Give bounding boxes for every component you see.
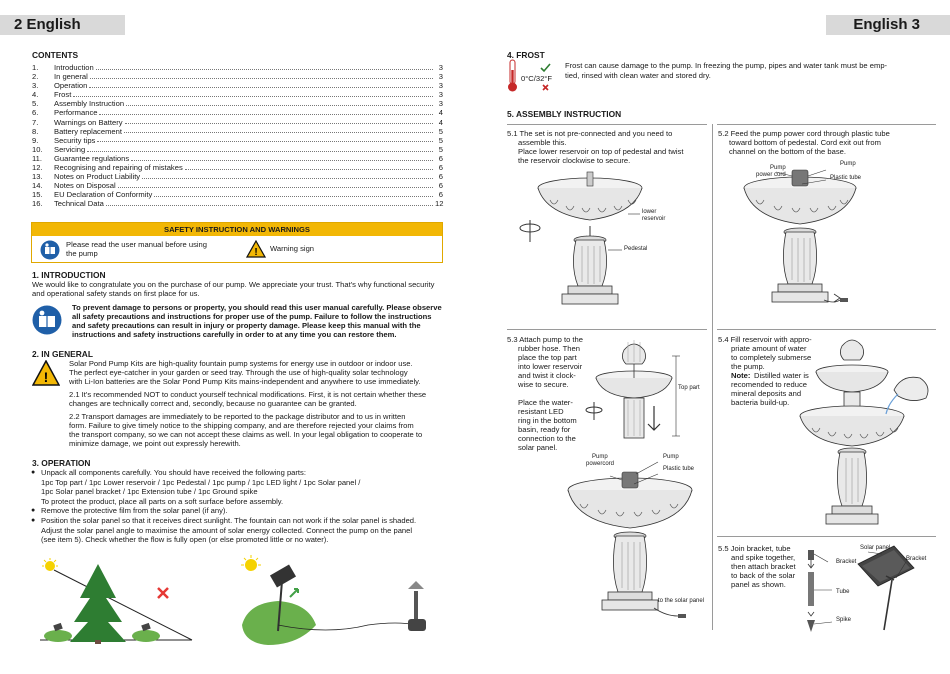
toc-leader <box>87 145 433 152</box>
manual-icon <box>40 240 60 260</box>
toc-title: Warnings on Battery <box>54 117 123 127</box>
step-5-4-illustration <box>798 334 936 534</box>
intro-bold-4: instructions and safety instructions carefully in order to at any time you can restore them. <box>72 330 397 339</box>
divider <box>507 329 707 330</box>
intro-line-2: and operational safety stands on first place for us. <box>32 289 200 298</box>
operation-line: Adjust the solar panel angle to maximise the amount of solar energy collected. Connect the pump on the panel <box>41 525 413 535</box>
toc-number: 13. <box>32 172 43 182</box>
operation-line: (see item 5). Check whether the flow is fully open (or else promoted little or no water). <box>41 535 329 545</box>
general-p1-3: with Li-Ion batteries are the Solar Pond Pump Kits mains-independent and anywhere to use immediately. <box>69 377 421 386</box>
general-p1-1: Solar Pond Pump Kits are high-quality fountain pump systems for energy use in outdoor or indoor use. <box>69 359 413 368</box>
label-top-part: Top part <box>678 385 700 391</box>
toc-title: Introduction <box>54 63 94 72</box>
label-reservoir: reservoir <box>642 216 666 222</box>
intro-heading: 1. INTRODUCTION <box>32 270 106 280</box>
toc-number: 7. <box>32 117 39 127</box>
toc-page: 4 <box>438 108 443 118</box>
toc-leader <box>73 90 433 97</box>
toc-title: Technical Data <box>54 199 104 209</box>
toc-number: 16. <box>32 199 43 209</box>
step-5-4-line-1: 5.4 Fill reservoir with appro- <box>718 335 812 344</box>
step-5-4-line-3: to completely submerse <box>731 353 812 362</box>
toc-number: 4. <box>32 90 39 100</box>
contents-title: CONTENTS <box>32 50 79 60</box>
toc-number: 12. <box>32 163 43 173</box>
toc-number: 8. <box>32 126 39 136</box>
label-plastic-tube-52: Plastic tube <box>830 175 862 181</box>
step-5-3b-line-3: ring in the bottom <box>518 416 577 425</box>
toc-title: In general <box>54 72 88 82</box>
step-5-1-line-4: the reservoir clockwise to secure. <box>518 156 631 165</box>
general-p1-2: The perfect eye-catcher in your garden or seed tray. Through the use of high-quality solar technology <box>69 368 408 377</box>
general-p3-1: 2.2 Transport damages are immediately to be reported to the package distributor and to us in written <box>69 412 406 421</box>
frost-line-2: tied, rinsed with clean water and stored dry. <box>565 71 711 80</box>
toc-page: 6 <box>438 172 443 182</box>
table-of-contents <box>32 63 443 209</box>
toc-row <box>32 163 443 172</box>
divider <box>507 124 707 125</box>
toc-row <box>32 90 443 99</box>
toc-page: 6 <box>438 163 443 173</box>
operation-line: 1pc Top part / 1pc Lower reservoir / 1pc Pedestal / 1pc pump / 1pc LED light / 1pc Solar panel / <box>41 477 361 487</box>
toc-title: Operation <box>54 81 88 91</box>
toc-title: EU Declaration of Conformity <box>54 190 153 200</box>
warning-icon-large <box>32 360 60 386</box>
step-5-3-line-4: into lower reservoir <box>518 362 583 371</box>
assembly-heading: 5. ASSEMBLY INSTRUCTION <box>507 109 622 119</box>
toc-row <box>32 145 443 154</box>
general-p3-4: minimize damage, we point out expressly herewith. <box>69 439 241 448</box>
toc-page: 3 <box>438 72 443 82</box>
toc-page: 3 <box>438 63 443 72</box>
toc-row <box>32 118 443 127</box>
step-5-4-note-label: Note: <box>731 371 751 380</box>
svg-text:!: ! <box>43 369 49 385</box>
step-5-3b-line-5: connection to the <box>518 434 576 443</box>
manual-text-2: the pump <box>66 249 98 258</box>
general-heading: 2. IN GENERAL <box>32 349 93 359</box>
step-5-3-line-6: wise to secure. <box>518 380 569 389</box>
toc-title: Assembly Instruction <box>54 99 125 109</box>
step-5-1-illustration <box>510 166 710 324</box>
toc-leader <box>99 108 433 115</box>
toc-page: 6 <box>438 190 443 200</box>
toc-leader <box>185 163 433 170</box>
toc-row <box>32 81 443 90</box>
page-header-right: English 3 <box>826 15 950 35</box>
toc-row <box>32 154 443 163</box>
step-5-3-line-3: place the top part <box>518 353 577 362</box>
step-5-2-line-2: toward bottom of pedestal. Cord exit out from <box>729 138 881 147</box>
toc-page: 3 <box>438 81 443 91</box>
toc-number: 6. <box>32 108 39 118</box>
step-5-3-line-1: 5.3 Attach pump to the <box>507 335 583 344</box>
step-5-3-line-2: rubber hose. Then <box>518 344 580 353</box>
operation-bullet: ● Position the solar panel so that it receives direct sunlight. The fountain can not work if the solar panel is shaded. <box>41 516 416 525</box>
toc-leader <box>126 99 433 106</box>
toc-page: 5 <box>438 126 443 136</box>
label-bracket-55b: Bracket <box>906 556 927 562</box>
step-5-2-line-3: channel on the bottom of the base. <box>729 147 846 156</box>
step-5-1-line-1: 5.1 The set is not pre-connected and you need to <box>507 129 673 138</box>
toc-title: Notes on Disposal <box>54 181 116 191</box>
toc-page: 3 <box>438 99 443 109</box>
step-5-5-line-5: panel as shown. <box>731 580 786 589</box>
toc-page: 6 <box>438 181 443 191</box>
frost-line-1: Frost can cause damage to the pump. In freezing the pump, pipes and water tank must be emp- <box>565 61 888 70</box>
toc-title: Performance <box>54 108 98 118</box>
step-5-2-illustration <box>740 162 920 322</box>
toc-number: 11. <box>32 153 42 163</box>
step-5-5-line-2: and spike together, <box>731 553 796 562</box>
general-p2-1: 2.1 It's recommended NOT to conduct yourself technical modifications. First, it is not certain whether these <box>69 390 427 399</box>
page-header-left: 2 English <box>0 15 125 35</box>
svg-text:!: ! <box>254 247 258 258</box>
toc-leader <box>97 136 433 143</box>
step-5-4-note-2: recomended to reduce <box>731 380 807 389</box>
operation-bullet: ● Unpack all components carefully. You should have received the following parts: <box>41 468 306 477</box>
warning-text: Warning sign <box>270 244 315 253</box>
toc-number: 1. <box>32 63 39 72</box>
shade-illustration <box>40 558 200 646</box>
operation-heading: 3. OPERATION <box>32 458 91 468</box>
step-5-4-note-3: mineral deposits and <box>731 389 802 398</box>
operation-line: To protect the product, place all parts on a soft surface before assembly. <box>41 496 284 506</box>
toc-number: 15. <box>32 190 43 200</box>
label-solar-panel-55: Solar panel <box>860 545 891 551</box>
intro-line-1: We would like to congratulate you on the purchase of our pump. We appreciate your trust. That's why functional security <box>32 280 435 289</box>
toc-leader <box>124 127 433 134</box>
step-5-4-line-2: priate amount of water <box>731 344 807 353</box>
toc-leader <box>131 154 433 161</box>
toc-leader <box>125 118 433 125</box>
toc-title: Guarantee regulations <box>54 153 130 163</box>
toc-leader <box>96 63 433 70</box>
step-5-5-line-3: then attach bracket <box>731 562 796 571</box>
toc-row <box>32 99 443 108</box>
intro-bold-3: and safety precautions can result in injury or property damage. Please keep this manual with the <box>72 321 421 330</box>
label-to-solar-panel: to the solar panel <box>658 598 705 604</box>
label-plastic-tube-53: Plastic tube <box>663 466 695 472</box>
operation-line: 1pc Solar panel bracket / 1pc Extension tube / 1pc Ground spike <box>41 487 258 497</box>
toc-number: 3. <box>32 81 39 91</box>
step-5-3b-line-1: Place the water- <box>518 398 573 407</box>
toc-title: Security tips <box>54 135 96 145</box>
toc-title: Frost <box>54 90 72 100</box>
divider <box>717 124 936 125</box>
general-p2-2: changes are technically correct and, secondly, because no guarantee can be granted. <box>69 399 357 408</box>
label-bracket-55: Bracket <box>836 559 857 565</box>
toc-page: 6 <box>438 153 443 163</box>
label-powercord-53: powercord <box>586 461 615 467</box>
toc-leader <box>90 72 433 79</box>
step-5-3b-line-4: basin, ready for <box>518 425 571 434</box>
toc-leader <box>154 190 433 197</box>
toc-row <box>32 181 443 190</box>
step-5-4-note-4: bacteria build-up. <box>731 398 790 407</box>
step-5-5-illustration <box>798 540 936 636</box>
toc-leader <box>142 172 433 179</box>
sun-panel-illustration <box>238 555 448 647</box>
step-5-5-line-4: to back of the solar <box>731 571 796 580</box>
step-5-3b-line-6: solar panel. <box>518 443 558 452</box>
toc-page: 12 <box>435 199 444 209</box>
toc-row <box>32 199 443 208</box>
toc-leader <box>89 81 433 88</box>
general-p3-3: the transport company, so we can not accept these claims as well. In your legal obligation to cooperate to <box>69 430 423 439</box>
divider <box>712 124 713 630</box>
step-5-5-line-1: 5.5 Join bracket, tube <box>718 544 791 553</box>
divider <box>717 329 936 330</box>
toc-row <box>32 136 443 145</box>
toc-page: 3 <box>438 90 443 100</box>
label-power-cord-52: power cord <box>756 172 786 178</box>
manual-icon-large <box>32 305 62 335</box>
step-5-3-line-5: and twist it clock- <box>518 371 576 380</box>
step-5-4-line-4: the pump. <box>731 362 765 371</box>
label-pedestal: Pedestal <box>624 246 648 252</box>
divider <box>717 536 936 537</box>
toc-number: 5. <box>32 99 39 109</box>
label-tube-55: Tube <box>836 589 850 595</box>
frost-temp-label: 0°C/32°F <box>521 74 552 83</box>
toc-title: Battery replacement <box>54 126 122 136</box>
manual-text-1: Please read the user manual before using <box>66 240 207 249</box>
label-pump-53b: Pump <box>592 454 608 460</box>
toc-row <box>32 72 443 81</box>
step-5-1-line-2: assemble this. <box>518 138 567 147</box>
toc-number: 2. <box>32 72 39 82</box>
toc-row <box>32 190 443 199</box>
toc-page: 5 <box>438 135 443 145</box>
label-pump-53: Pump <box>663 454 679 460</box>
toc-row <box>32 127 443 136</box>
safety-box <box>31 222 443 263</box>
toc-leader <box>118 181 433 188</box>
step-5-3b-line-2: resistant LED <box>518 407 564 416</box>
label-spike-55: Spike <box>836 617 852 623</box>
step-5-3-illustration-top <box>584 336 702 456</box>
warning-icon <box>246 240 266 258</box>
label-lower: lower <box>642 209 657 215</box>
toc-number: 14. <box>32 181 43 191</box>
step-5-2-line-1: 5.2 Feed the pump power cord through plastic tube <box>718 129 890 138</box>
operation-bullet: ● Remove the protective film from the solar panel (if any). <box>41 506 228 515</box>
intro-bold-2: all safety precautions and instructions for proper use of the pump. Failure to follow the instructions <box>72 312 432 321</box>
safety-title: SAFETY INSTRUCTION AND WARNINGS <box>32 223 442 236</box>
step-5-4-note-1: Distilled water is <box>754 371 809 380</box>
label-pump-52b: Pump <box>840 161 856 167</box>
toc-title: Recognising and repairing of mistakes <box>54 163 183 173</box>
toc-number: 9. <box>32 135 39 145</box>
label-pump-52: Pump <box>770 165 786 171</box>
toc-row <box>32 172 443 181</box>
step-5-1-line-3: Place lower reservoir on top of pedestal and twist <box>518 147 684 156</box>
toc-title: Notes on Product Liability <box>54 172 141 182</box>
toc-leader <box>106 199 433 206</box>
frost-heading: 4. FROST <box>507 50 545 60</box>
toc-title: Servicing <box>54 144 86 154</box>
toc-row <box>32 108 443 117</box>
toc-row <box>32 63 443 72</box>
toc-page: 5 <box>438 144 443 154</box>
general-p3-2: form. Failure to give timely notice to the shipping company, and are therefore rejected your claims from <box>69 421 414 430</box>
toc-page: 4 <box>438 117 443 127</box>
intro-bold-1: To prevent damage to persons or property, you should read this user manual carefully. Please observe <box>72 303 442 312</box>
toc-number: 10. <box>32 144 43 154</box>
